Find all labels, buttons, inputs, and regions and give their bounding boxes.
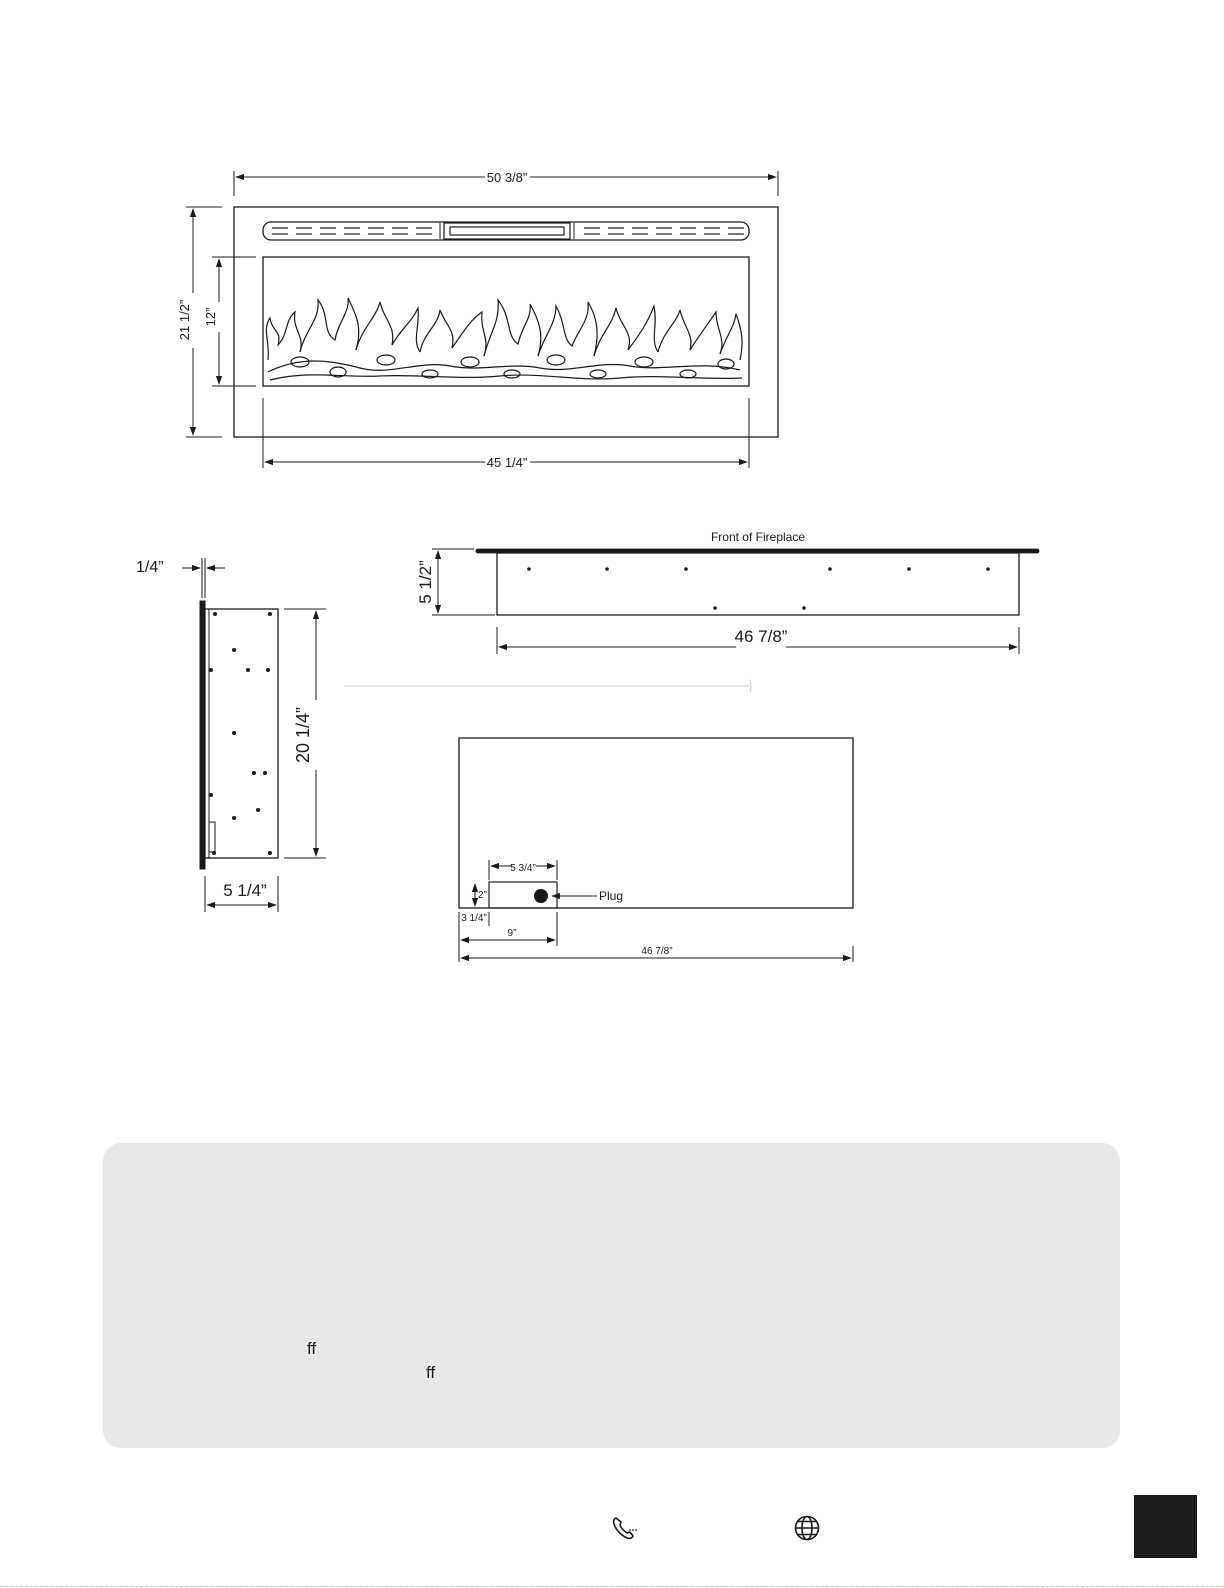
phone-icon — [609, 1514, 639, 1544]
page-number-box — [1134, 1495, 1197, 1558]
front-opening-height-label: 12” — [203, 307, 218, 327]
globe-icon — [792, 1513, 822, 1543]
top-front-label: Front of Fireplace — [710, 530, 806, 544]
top-width-label: 46 7/8” — [734, 627, 788, 646]
info-text-fragment-2: ff — [426, 1363, 436, 1382]
side-height-label: 20 1/4” — [293, 706, 313, 764]
side-depth-label: 5 1/4” — [223, 881, 267, 900]
back-plug-offset-label: 9” — [507, 928, 517, 939]
info-text-fragment-1: ff — [307, 1339, 317, 1358]
front-overall-width-label: 50 3/8” — [486, 170, 528, 185]
top-depth-label: 5 1/2” — [416, 560, 435, 604]
front-overall-height-label: 21 1/2” — [177, 299, 192, 341]
back-left-offset-label: 3 1/4” — [461, 913, 487, 924]
front-view — [186, 171, 778, 468]
back-total-width-label: 46 7/8” — [641, 946, 673, 957]
front-opening-width-label: 45 1/4” — [486, 455, 528, 470]
side-glass-thickness-label: 1/4” — [136, 559, 164, 576]
bottom-rule — [0, 1586, 1224, 1587]
back-box-width-label: 5 3/4” — [510, 863, 536, 874]
back-plug-label: Plug — [599, 889, 624, 903]
plug-icon — [534, 889, 548, 903]
back-box-height-label: 2” — [478, 890, 487, 901]
info-panel — [103, 1143, 1120, 1448]
top-view — [344, 549, 1039, 692]
back-view — [459, 738, 853, 962]
